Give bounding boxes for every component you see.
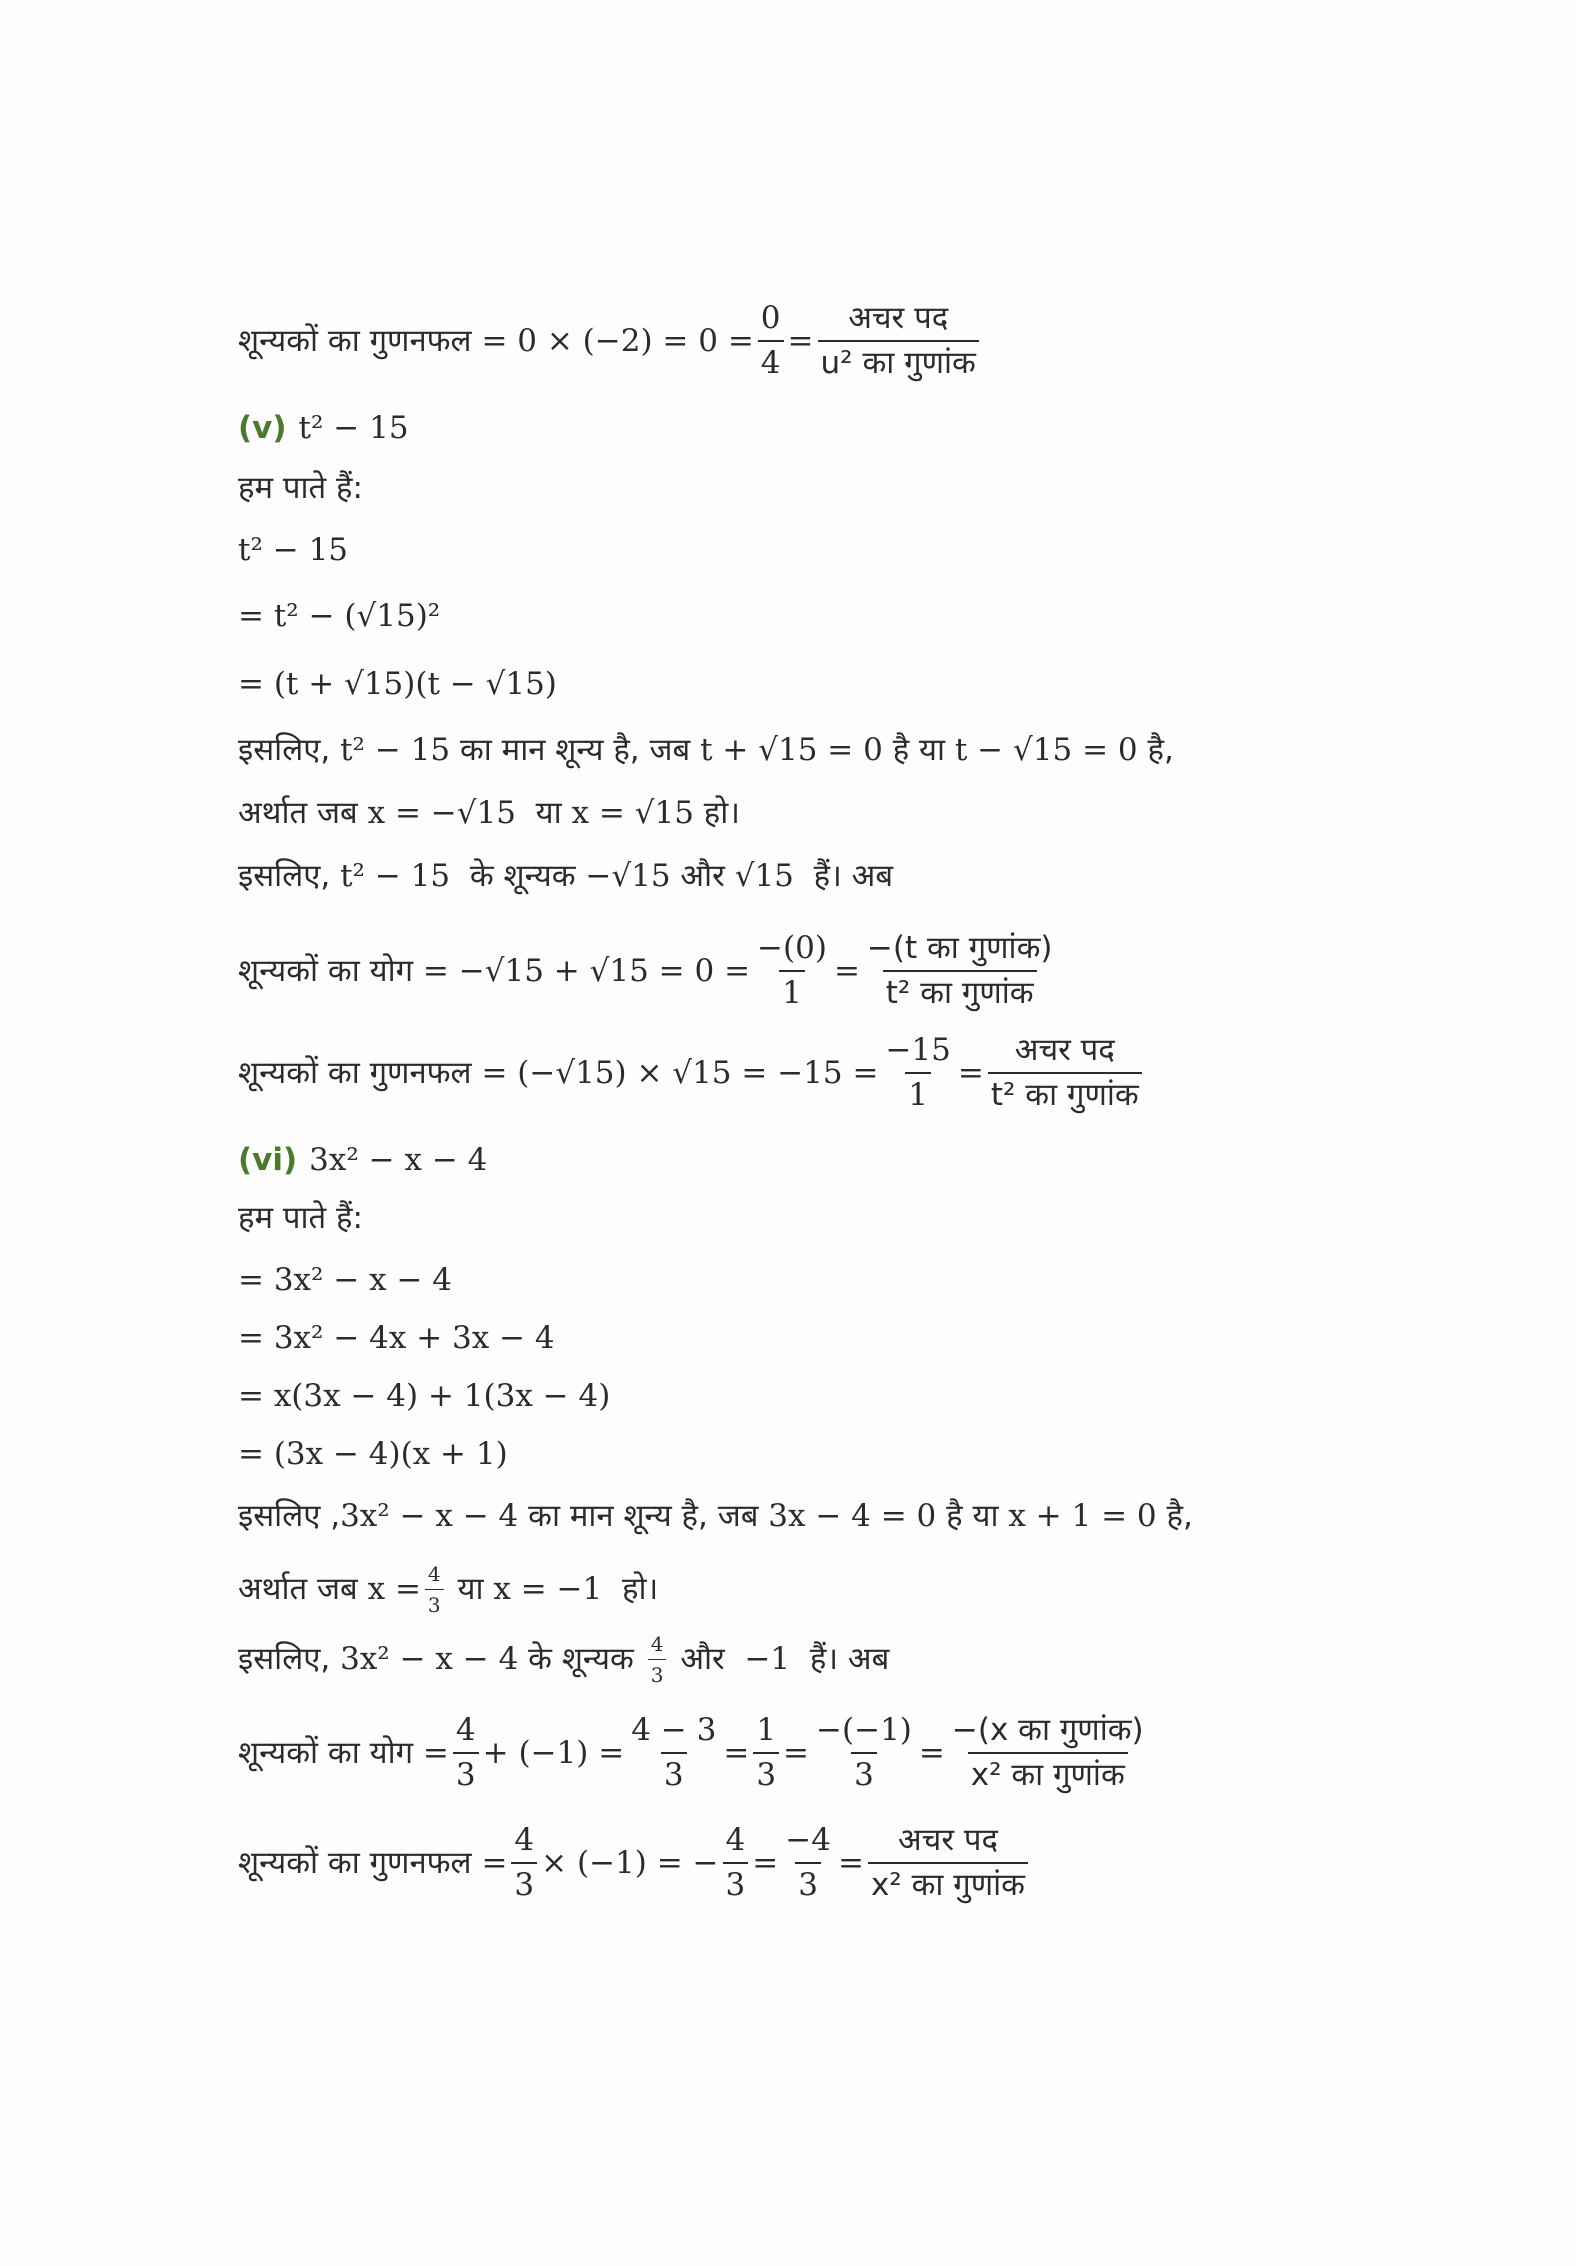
expression-step: = 3x² − x − 4 [238, 1262, 453, 1298]
fraction: $\frac{-15}{1}$ [885, 1032, 951, 1114]
that-is-line: अर्थात जब x = $\frac{4}{3}$ या x = −1 हो। [238, 1562, 659, 1617]
zero-condition-line: इसलिए, t² − 15 का मान शून्य है, जब t + √15 = 0 है या t − √15 = 0 है, [238, 732, 1174, 768]
zeros-statement: इसलिए, 3x² − x − 4 के शून्यक $\frac{4}{3}$ और −1 हैं। अब [238, 1632, 890, 1687]
fraction: $\frac{4}{3}$ [453, 1712, 479, 1794]
expression-step: = 3x² − 4x + 3x − 4 [238, 1320, 555, 1356]
fraction: $\frac{4}{3}$ [723, 1822, 749, 1904]
part-v-heading: (v) t² − 15 [238, 410, 409, 446]
fraction: $\frac{-(-1)}{3}$ [816, 1712, 912, 1794]
fraction: $\frac{0}{4}$ [758, 300, 784, 382]
expression-step: = (3x − 4)(x + 1) [238, 1436, 508, 1472]
we-get-text: हम पाते हैं: [238, 1200, 363, 1236]
expression-step: = (t + √15)(t − √15) [238, 666, 557, 702]
fraction: $\frac{4 - 3}{3}$ [631, 1712, 717, 1794]
sum-of-zeros-x: शून्यकों का योग = $\frac{4}{3}$ + (−1) = $\frac{4 - 3}{3}$ = $\frac{1}{3}$ = $\frac{-(-1)}{3}$ = $\frac{\text{−(x का गुणांक)}}{\text{x² का गुणांक}}$ [238, 1712, 1151, 1794]
product-of-zeros-t: शून्यकों का गुणनफल = (−√15) × √15 = −15 = $\frac{-15}{1}$ = $\frac{\text{अचर पद}}{\text{t² का गुणांक}}$ [238, 1032, 1146, 1114]
fraction: $\frac{1}{3}$ [753, 1712, 779, 1794]
that-is-line: अर्थात जब x = −√15 या x = √15 हो। [238, 795, 741, 831]
fraction: $\frac{4}{3}$ [425, 1562, 444, 1617]
sum-of-zeros-t: शून्यकों का योग = −√15 + √15 = 0 = $\frac{-(0)}{1}$ = $\frac{\text{−(t का गुणांक)}}{\text{t² का गुणांक}}$ [238, 930, 1060, 1012]
fraction: $\frac{\text{−(t का गुणांक)}}{\text{t² का गुणांक}}$ [866, 930, 1053, 1012]
fraction: $\frac{-(0)}{1}$ [757, 930, 827, 1012]
fraction: $\frac{\text{−(x का गुणांक)}}{\text{x² का गुणांक}}$ [951, 1712, 1144, 1794]
we-get-text: हम पाते हैं: [238, 470, 363, 506]
fraction: $\frac{\text{अचर पद}}{\text{u² का गुणांक}}$ [818, 300, 979, 382]
fraction: $\frac{\text{अचर पद}}{\text{t² का गुणांक}}$ [988, 1032, 1142, 1114]
fraction: $\frac{4}{3}$ [511, 1822, 537, 1904]
expression-step: = t² − (√15)² [238, 598, 441, 634]
expression-step: t² − 15 [238, 532, 349, 568]
zero-condition-line: इसलिए , 3x² − x − 4 का मान शून्य है, जब 3x − 4 = 0 है या x + 1 = 0 है, [238, 1498, 1193, 1534]
fraction: $\frac{\text{अचर पद}}{\text{x² का गुणांक}}$ [868, 1822, 1028, 1904]
zeros-statement: इसलिए, t² − 15 के शून्यक −√15 और √15 हैं। अब [238, 858, 894, 894]
fraction: $\frac{4}{3}$ [648, 1632, 667, 1687]
fraction: $\frac{-4}{3}$ [785, 1822, 831, 1904]
part-vi-heading: (vi) 3x² − x − 4 [238, 1142, 488, 1178]
product-of-zeros-u: शून्यकों का गुणनफल = 0 × (−2) = 0 = $\frac{0}{4}$ = $\frac{\text{अचर पद}}{\text{u² का गुणांक}}$ [238, 300, 983, 382]
product-of-zeros-x: शून्यकों का गुणनफल = $\frac{4}{3}$ × (−1) = − $\frac{4}{3}$ = $\frac{-4}{3}$ = $\frac{\text{अचर पद}}{\text{x² का गुणांक}}$ [238, 1822, 1032, 1904]
expression-step: = x(3x − 4) + 1(3x − 4) [238, 1378, 611, 1414]
